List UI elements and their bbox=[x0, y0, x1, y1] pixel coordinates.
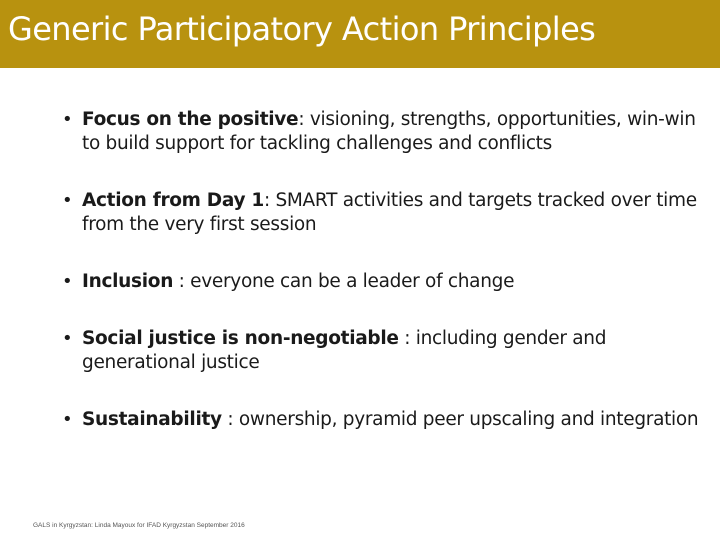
bullet-list bbox=[62, 108, 702, 432]
bullet-text: : everyone can be a leader of change bbox=[173, 271, 515, 292]
bullet-item bbox=[62, 408, 702, 432]
bullet-text: : ownership, pyramid peer upscaling and integration bbox=[221, 409, 699, 430]
bullet-lead: Action from Day 1 bbox=[82, 190, 264, 211]
bullet-icon: • bbox=[62, 190, 73, 211]
bullet-icon: • bbox=[62, 328, 73, 349]
bullet-item bbox=[62, 270, 702, 294]
bullet-lead: Inclusion bbox=[82, 271, 174, 292]
bullet-text: : including gender and generational justice bbox=[82, 328, 607, 373]
bullet-lead: Focus on the positive bbox=[82, 109, 299, 130]
slide-title: Generic Participatory Action Principles bbox=[8, 10, 596, 48]
bullet-item bbox=[62, 327, 702, 375]
bullet-lead: Social justice is non-negotiable bbox=[82, 328, 399, 349]
bullet-item bbox=[62, 189, 702, 237]
bullet-lead: Sustainability bbox=[82, 409, 222, 430]
slide-footer: GALS in Kyrgyzstan: Linda Mayoux for IFAD Kyrgyzstan September 2016 bbox=[33, 522, 245, 529]
title-bar bbox=[0, 0, 720, 68]
bullet-text: : SMART activities and targets tracked over time from the very first session bbox=[82, 190, 697, 235]
bullet-icon: • bbox=[62, 271, 73, 292]
bullet-icon: • bbox=[62, 109, 73, 130]
bullet-item bbox=[62, 108, 702, 156]
bullet-icon: • bbox=[62, 409, 73, 430]
bullet-text: : visioning, strengths, opportunities, win-win to build support for tackling challenges and conflicts bbox=[82, 109, 696, 154]
